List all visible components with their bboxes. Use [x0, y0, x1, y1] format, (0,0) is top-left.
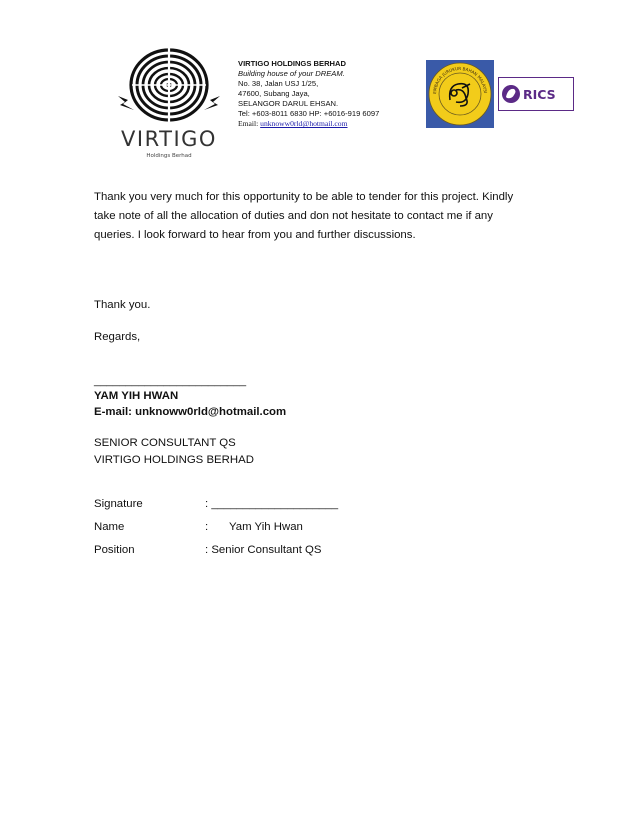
lightning-right-icon	[204, 96, 220, 110]
virtigo-logo	[110, 40, 228, 164]
email-link[interactable]: unknoww0rld@hotmail.com	[260, 119, 348, 128]
sender-title: SENIOR CONSULTANT QS	[94, 437, 236, 449]
signature-rule: ________________________	[94, 375, 247, 387]
rics-emblem-icon	[502, 85, 520, 103]
intro-paragraph	[94, 188, 513, 245]
signature-label: Signature	[94, 498, 143, 510]
name-value: Yam Yih Hwan	[229, 521, 303, 533]
seal-logo-text: EMBAGA JURUKUR BAHAN MALAYSI	[431, 65, 488, 94]
lightning-left-icon	[118, 96, 134, 110]
company-name: VIRTIGO HOLDINGS BERHAD	[238, 59, 347, 68]
company-address-block	[238, 59, 379, 129]
email-label: Email:	[238, 119, 261, 128]
address-line-1: No. 38, Jalan USJ 1/25,	[238, 79, 319, 88]
sender-company: VIRTIGO HOLDINGS BERHAD	[94, 454, 254, 466]
rics-wordmark: RICS	[523, 87, 556, 102]
paragraph-line-1: Thank you very much for this opportunity to be able to tender for this project. Kindly	[94, 191, 514, 203]
sender-name: YAM YIH HWAN	[94, 390, 179, 402]
signature-field: : ____________________	[205, 498, 339, 510]
regards-line: Regards,	[94, 331, 141, 343]
name-colon: :	[205, 521, 209, 533]
address-line-2: 47600, Subang Jaya,	[238, 89, 310, 98]
logo-wordmark: VIRTIGO	[121, 127, 217, 151]
thank-you-line: Thank you.	[94, 299, 151, 311]
logo-subtext: Holdings Berhad	[146, 153, 192, 159]
position-value: : Senior Consultant QS	[205, 544, 322, 556]
address-line-3: SELANGOR DARUL EHSAN.	[238, 99, 339, 108]
telephone-line: Tel: +603-8011 6830 HP: +6016-919 6097	[238, 109, 380, 118]
paragraph-line-3: queries. I look forward to hear from you and further discussions.	[94, 229, 416, 241]
company-tagline: Building house of your DREAM.	[238, 69, 345, 78]
sender-email: E-mail: unknoww0rld@hotmail.com	[94, 406, 287, 418]
paragraph-line-2: take note of all the allocation of duties and don not hesitate to contact me if any	[94, 210, 493, 222]
name-label: Name	[94, 521, 125, 533]
position-label: Position	[94, 544, 135, 556]
rics-logo	[498, 77, 574, 111]
spiral-emblem-icon	[131, 48, 207, 122]
lembaga-jurukur-seal-logo	[426, 60, 494, 128]
email-row	[238, 119, 379, 129]
